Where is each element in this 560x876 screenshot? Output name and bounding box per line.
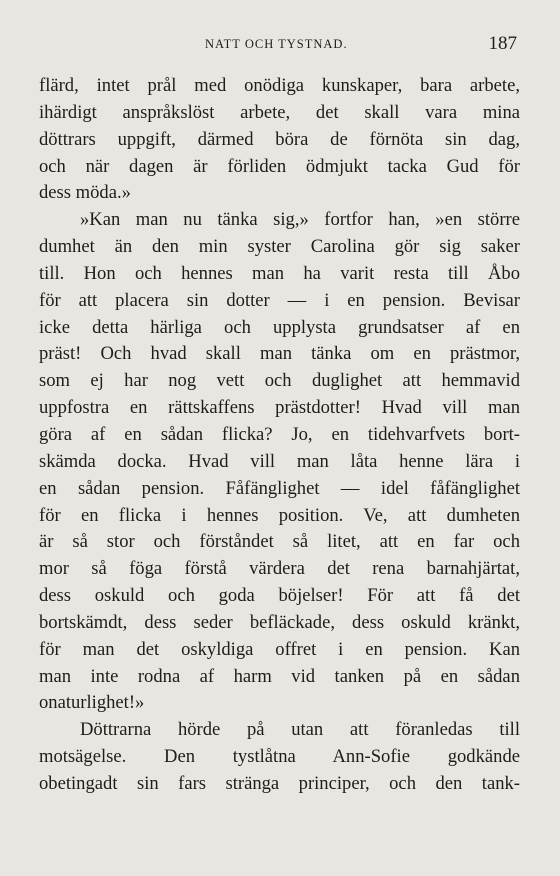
text-line: som ej har nog vett och duglighet att hemmavid (39, 370, 520, 392)
text-line: döttrars uppgift, därmed böra de förnöta sin dag, (39, 128, 520, 150)
text-line: till. Hon och hennes man ha varit resta till Åbo (39, 262, 520, 284)
text-line: och när dagen är förliden ödmjukt tacka Gud för (39, 155, 520, 177)
text-line: för att placera sin dotter — i en pension. Bevisar (39, 289, 520, 311)
text-line: dess möda.» (39, 182, 131, 204)
text-line: obetingadt sin fars stränga principer, och den tank- (39, 772, 520, 794)
page-number: 187 (488, 33, 517, 54)
text-line: uppfostra en rättskaffens prästdotter! Hvad vill man (39, 397, 520, 419)
text-line: skämda docka. Hvad vill man låta henne lära i (39, 450, 520, 472)
text-line: är så stor och förståndet så litet, att en far och (39, 531, 520, 553)
text-line: »Kan man nu tänka sig,» fortfor han, »en större (80, 209, 520, 231)
text-line: ihärdigt anspråkslöst arbete, det skall vara mina (39, 101, 520, 123)
text-line: motsägelse. Den tystlåtna Ann-Sofie godkände (39, 746, 520, 768)
text-line: för man det oskyldiga offret i en pension. Kan (39, 638, 520, 660)
text-line: Döttrarna hörde på utan att föranledas till (80, 719, 520, 741)
text-line: dess oskuld och goda böjelser! För att få det (39, 585, 520, 607)
text-line: icke detta härliga och upplysta grundsatser af en (39, 316, 520, 338)
text-line: en sådan pension. Fåfänglighet — idel fåfänglighet (39, 477, 520, 499)
text-line: dumhet än den min syster Carolina gör sig saker (39, 236, 520, 258)
body-text (39, 73, 520, 798)
running-head: NATT OCH TYSTNAD. (205, 37, 348, 51)
text-line: flärd, intet prål med onödiga kunskaper, bara arbete, (39, 75, 520, 96)
text-line: bortskämdt, dess seder befläckade, dess oskuld kränkt, (39, 611, 520, 633)
text-line: mor så föga förstå värdera det rena barnahjärtat, (39, 558, 520, 580)
text-line: göra af en sådan flicka? Jo, en tidehvarfvets bort- (39, 423, 520, 445)
text-line: för en flicka i hennes position. Ve, att dumheten (39, 504, 520, 526)
text-line: präst! Och hvad skall man tänka om en prästmor, (39, 343, 520, 365)
text-line: man inte rodna af harm vid tanken på en sådan (39, 665, 520, 687)
text-line: onaturlighet!» (39, 692, 145, 714)
